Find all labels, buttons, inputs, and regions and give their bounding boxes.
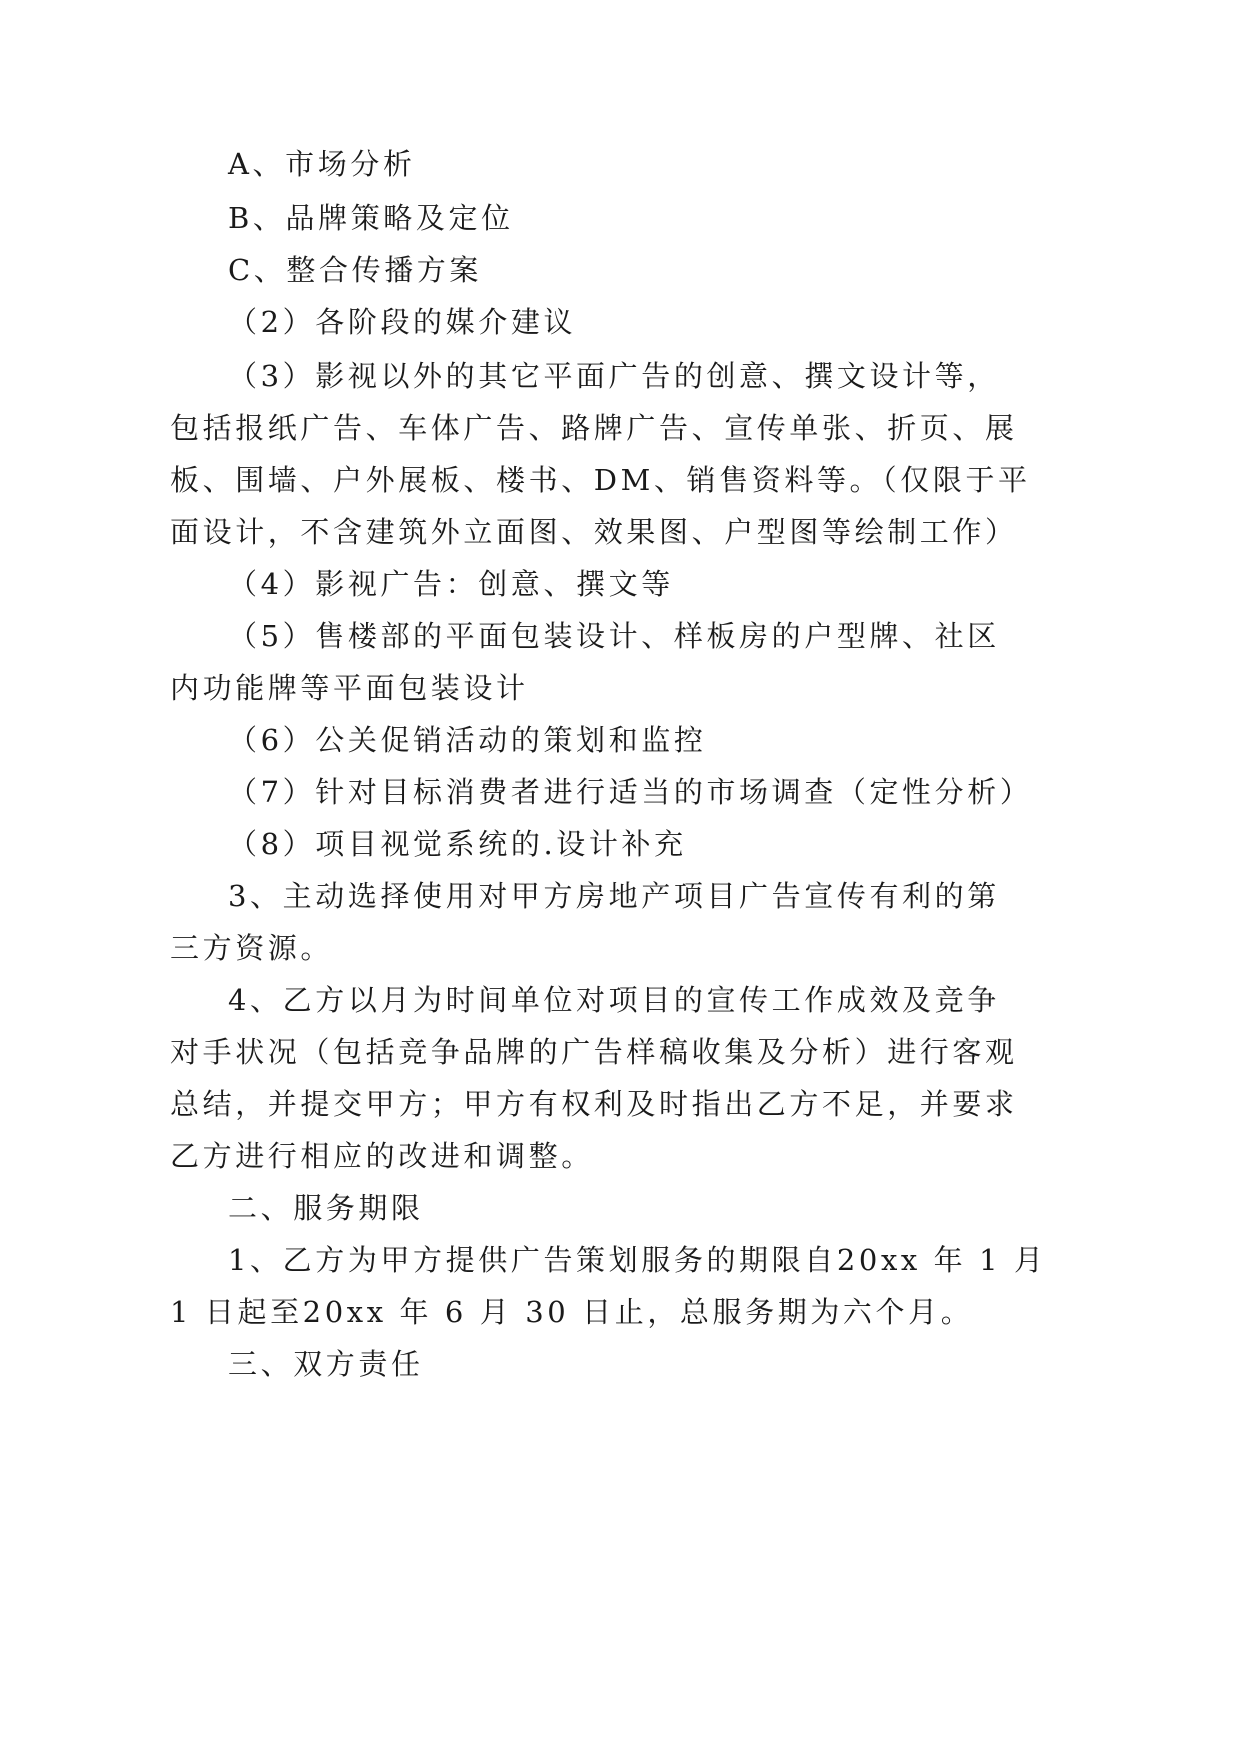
para-3-line-2: 三方资源。 <box>170 931 334 965</box>
section-2-para-1-line-1: 1、乙方为甲方提供广告策划服务的期限自20xx 年 1 月 <box>228 1243 1047 1277</box>
section-2-heading: 二、服务期限 <box>228 1191 424 1225</box>
item-3-line-2: 包括报纸广告、车体广告、路牌广告、宣传单张、折页、展 <box>170 411 1018 445</box>
list-item-b: B、品牌策略及定位 <box>228 201 514 235</box>
item-6: （6）公关促销活动的策划和监控 <box>228 723 707 757</box>
section-3-heading: 三、双方责任 <box>228 1347 424 1381</box>
item-5-line-2: 内功能牌等平面包装设计 <box>170 671 529 705</box>
para-3-line-1: 3、主动选择使用对甲方房地产项目广告宣传有利的第 <box>228 879 1000 913</box>
section-2-para-1-line-2: 1 日起至20xx 年 6 月 30 日止，总服务期为六个月。 <box>170 1295 974 1329</box>
para-4-line-2: 对手状况（包括竞争品牌的广告样稿收集及分析）进行客观 <box>170 1035 1018 1069</box>
para-4-line-1: 4、乙方以月为时间单位对项目的宣传工作成效及竞争 <box>228 983 1000 1017</box>
list-item-c: C、整合传播方案 <box>228 253 482 287</box>
para-4-line-3: 总结，并提交甲方；甲方有权利及时指出乙方不足，并要求 <box>170 1087 1018 1121</box>
item-5-line-1: （5）售楼部的平面包装设计、样板房的户型牌、社区 <box>228 619 1000 653</box>
item-3-line-3: 板、围墙、户外展板、楼书、DM、销售资料等。（仅限于平 <box>170 463 1031 497</box>
item-7: （7）针对目标消费者进行适当的市场调查（定性分析） <box>228 775 1033 809</box>
item-3-line-1: （3）影视以外的其它平面广告的创意、撰文设计等， <box>228 359 1000 393</box>
list-item-a: A、市场分析 <box>228 147 416 181</box>
item-4: （4）影视广告：创意、撰文等 <box>228 567 674 601</box>
para-4-line-4: 乙方进行相应的改进和调整。 <box>170 1139 594 1173</box>
item-8: （8）项目视觉系统的.设计补充 <box>228 827 687 861</box>
item-3-line-4: 面设计，不含建筑外立面图、效果图、户型图等绘制工作） <box>170 515 1018 549</box>
item-2: （2）各阶段的媒介建议 <box>228 305 577 339</box>
